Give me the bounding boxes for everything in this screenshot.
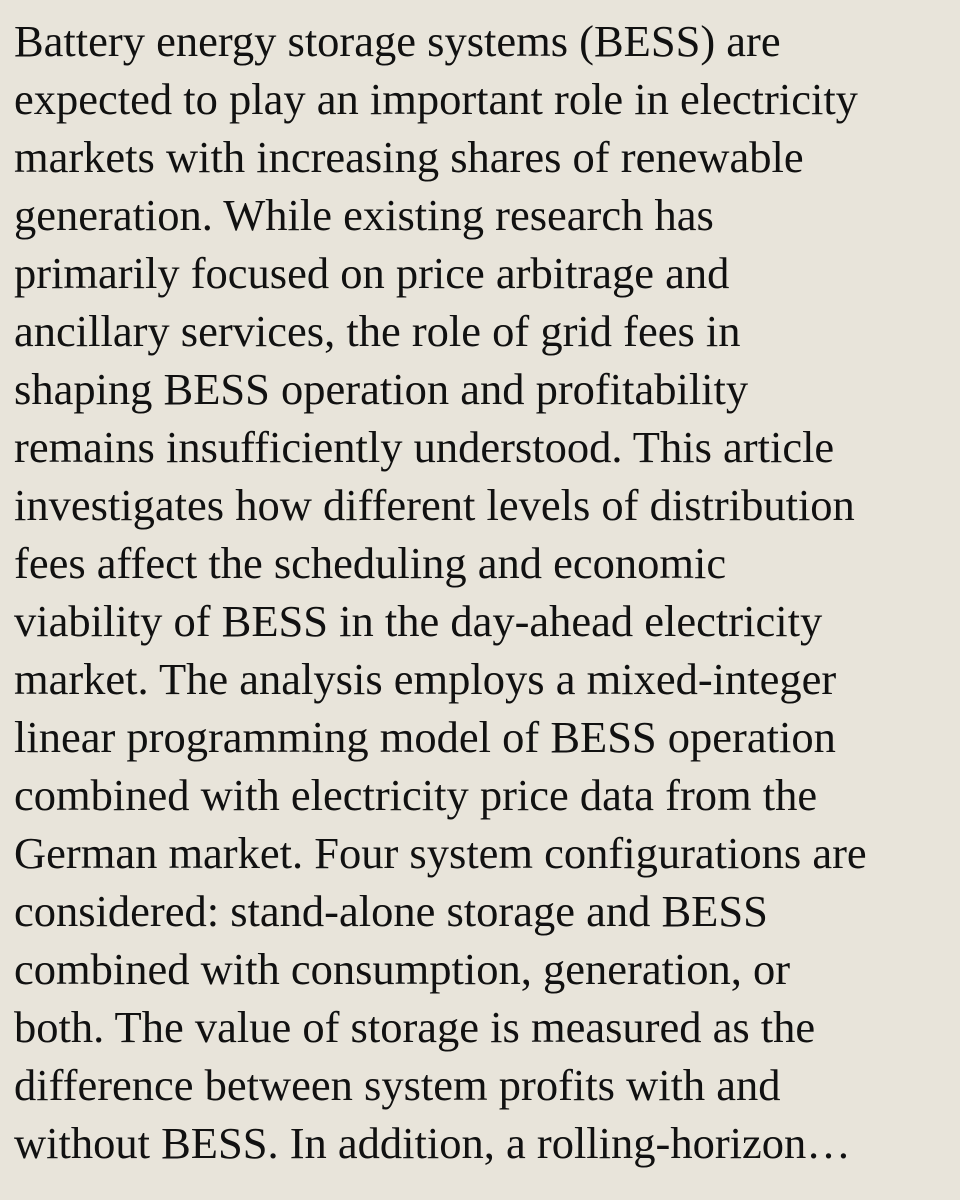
abstract-line-3: markets with increasing shares of renewable xyxy=(14,132,804,182)
abstract-line-11: viability of BESS in the day-ahead electricity xyxy=(14,596,823,646)
abstract-line-18: both. The value of storage is measured as the xyxy=(14,1002,816,1052)
abstract-line-7: shaping BESS operation and profitability xyxy=(14,364,749,414)
abstract-line-14: combined with electricity price data from the xyxy=(14,770,818,820)
abstract-line-12: market. The analysis employs a mixed-integer xyxy=(14,654,837,704)
abstract-line-6: ancillary services, the role of grid fees in xyxy=(14,306,741,356)
abstract-line-15: German market. Four system configurations are xyxy=(14,828,867,878)
abstract-line-13: linear programming model of BESS operation xyxy=(14,712,836,762)
abstract-line-8: remains insufficiently understood. This article xyxy=(14,422,835,472)
abstract-line-4: generation. While existing research has xyxy=(14,190,714,240)
abstract-line-17: combined with consumption, generation, or xyxy=(14,944,791,994)
abstract-line-9: investigates how different levels of distribution xyxy=(14,480,855,530)
abstract-line-20: without BESS. In addition, a rolling-horizon… xyxy=(14,1118,851,1168)
abstract-line-19: difference between system profits with and xyxy=(14,1060,781,1110)
abstract-line-16: considered: stand-alone storage and BESS xyxy=(14,886,768,936)
abstract-line-10: fees affect the scheduling and economic xyxy=(14,538,727,588)
abstract-line-1: Battery energy storage systems (BESS) are xyxy=(14,16,781,66)
abstract-line-2: expected to play an important role in electricity xyxy=(14,74,858,124)
abstract-line-5: primarily focused on price arbitrage and xyxy=(14,248,730,298)
